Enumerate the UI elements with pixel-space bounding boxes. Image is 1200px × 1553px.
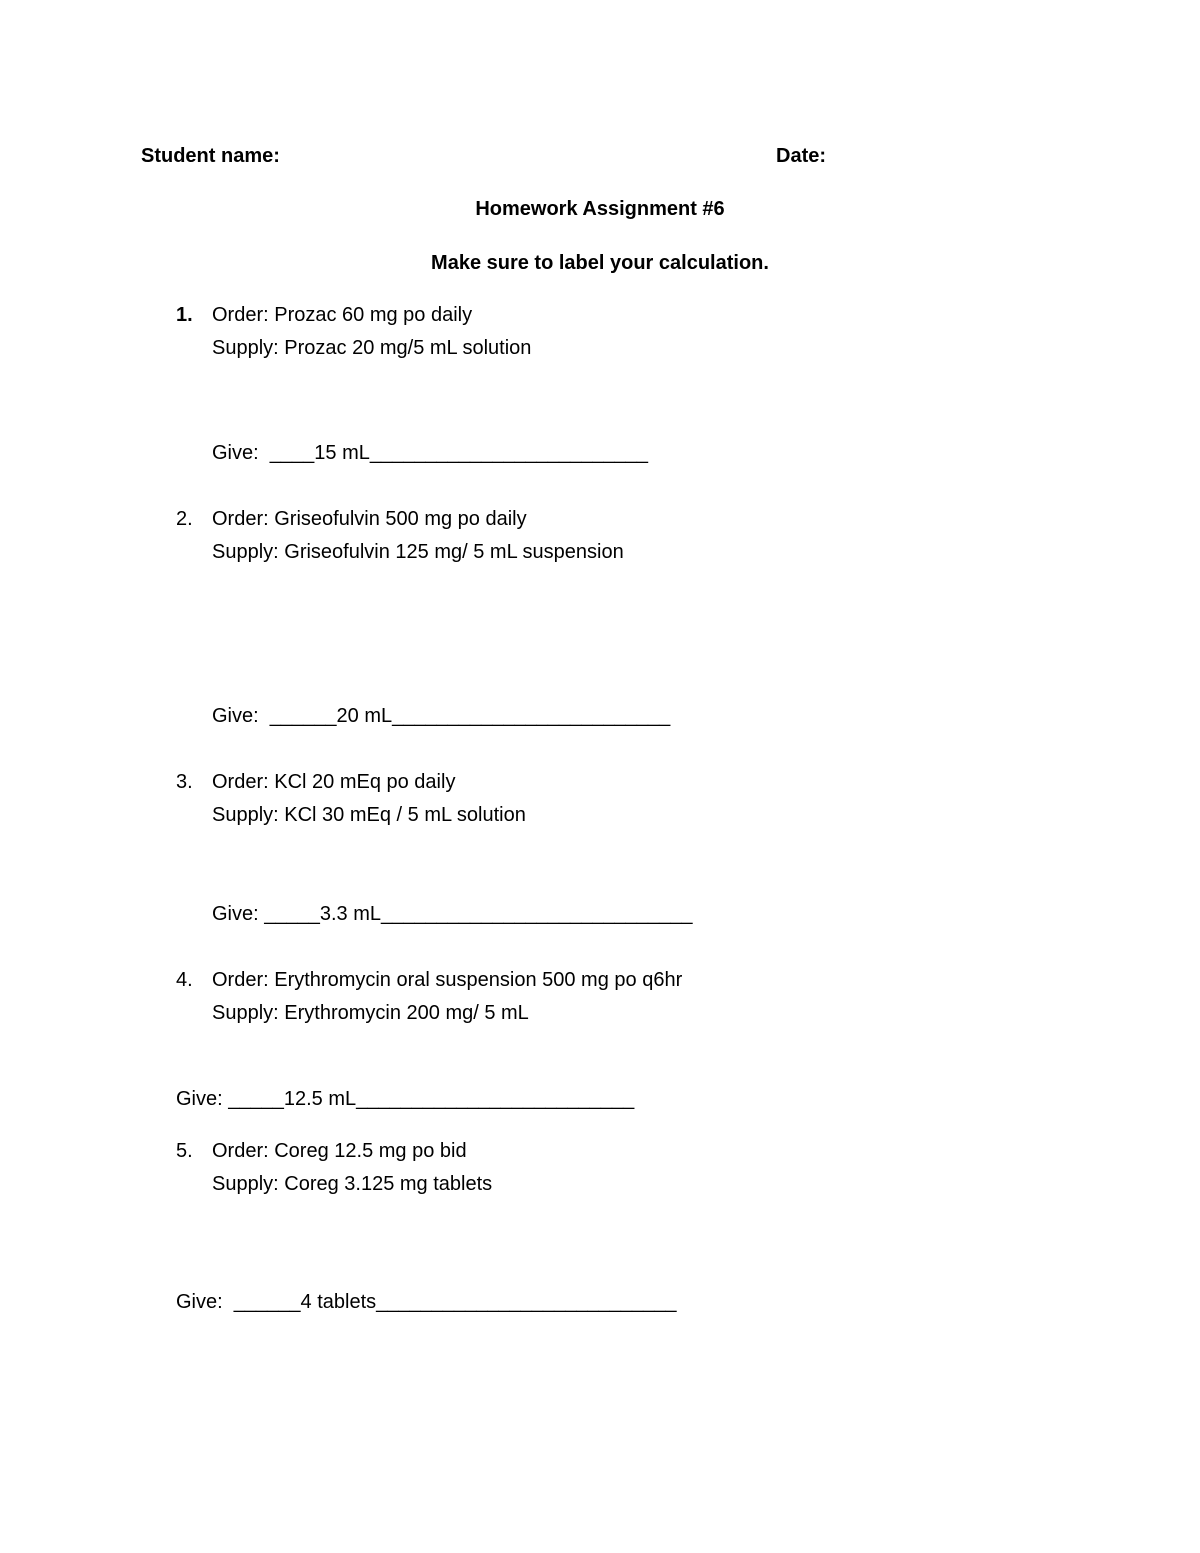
student-name-label: Student name: [141, 145, 280, 167]
supply-text: Supply: Griseofulvin 125 mg/ 5 mL suspension [212, 541, 624, 563]
give-answer: Give: ______4 tablets___________________________ [176, 1291, 677, 1313]
date-label: Date: [776, 145, 827, 167]
question-number: 4. [176, 969, 193, 991]
order-text: Order: Erythromycin oral suspension 500 mg po q6hr [212, 969, 683, 991]
question-number: 1. [176, 304, 193, 326]
supply-text: Supply: Coreg 3.125 mg tablets [212, 1173, 493, 1195]
give-answer: Give: _____12.5 mL_________________________ [176, 1088, 635, 1110]
order-text: Order: Prozac 60 mg po daily [212, 304, 473, 326]
supply-text: Supply: Prozac 20 mg/5 mL solution [212, 337, 532, 359]
give-answer: Give: ______20 mL_________________________ [212, 705, 671, 727]
order-text: Order: Coreg 12.5 mg po bid [212, 1140, 467, 1162]
supply-text: Supply: Erythromycin 200 mg/ 5 mL [212, 1002, 529, 1024]
question-number: 3. [176, 771, 193, 793]
give-answer: Give: ____15 mL_________________________ [212, 442, 648, 464]
question-number: 2. [176, 508, 193, 530]
order-text: Order: Griseofulvin 500 mg po daily [212, 508, 527, 530]
give-answer: Give: _____3.3 mL____________________________ [212, 903, 693, 925]
instruction-text: Make sure to label your calculation. [431, 252, 769, 274]
page-title: Homework Assignment #6 [475, 198, 725, 220]
order-text: Order: KCl 20 mEq po daily [212, 771, 456, 793]
supply-text: Supply: KCl 30 mEq / 5 mL solution [212, 804, 526, 826]
question-number: 5. [176, 1140, 193, 1162]
